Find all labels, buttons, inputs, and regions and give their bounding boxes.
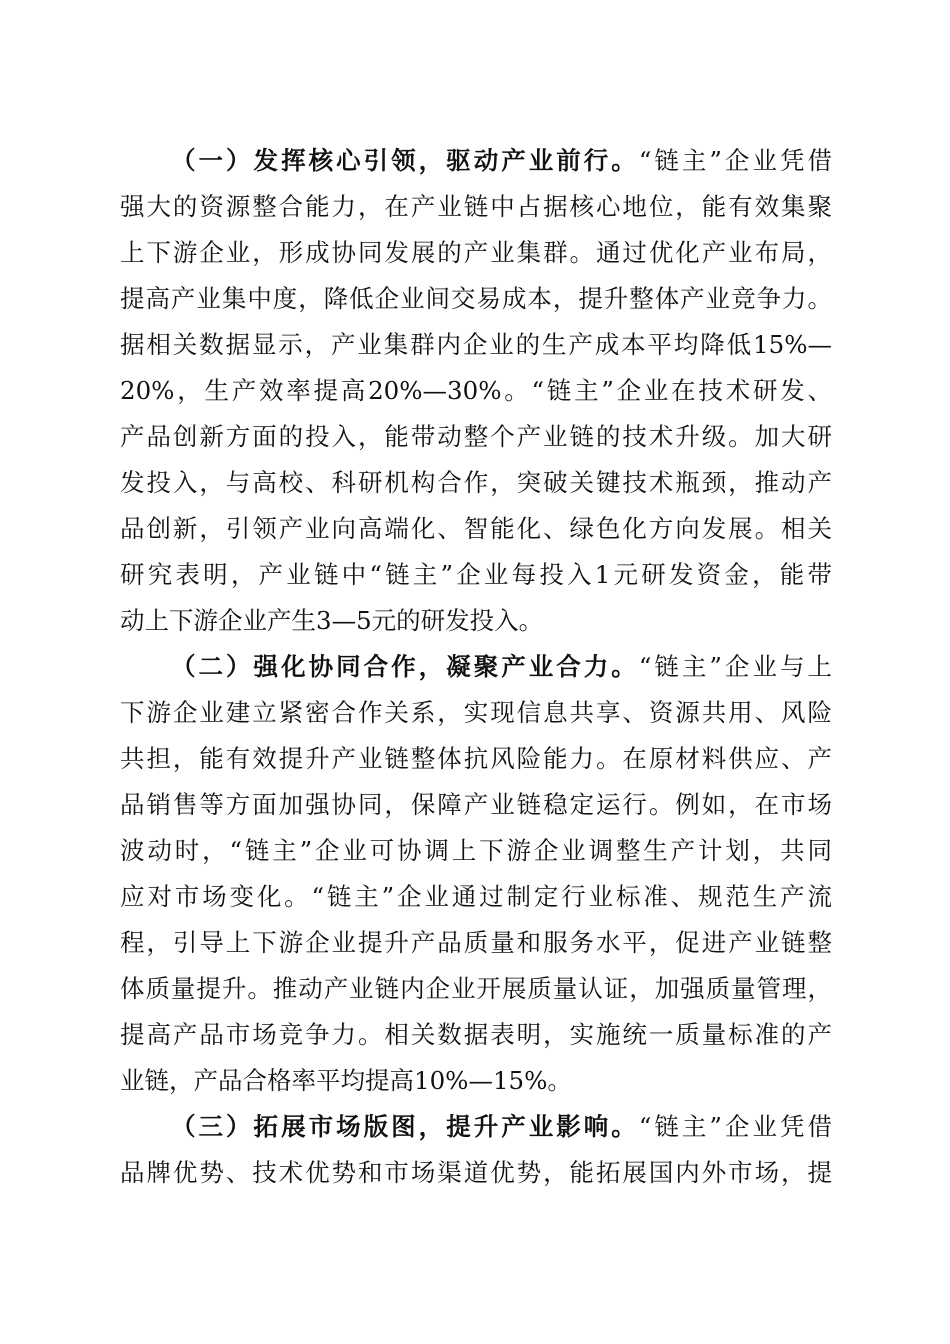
text-run: “链主”企业与上 [638,652,832,681]
paragraph-2-line-1 [171,644,832,690]
paragraph-1-line-4: 提高产业集中度，降低企业间交易成本，提升整体产业竞争力。 [120,284,832,313]
paragraph-1-line-8: 发投入，与高校、科研机构合作，突破关键技术瓶颈，推动产 [120,468,832,497]
paragraph-2-line-3: 共担，能有效提升产业链整体抗风险能力。在原材料供应、产 [120,744,832,773]
paragraph-1-line-2: 强大的资源整合能力，在产业链中占据核心地位，能有效集聚 [120,192,832,221]
paragraph-2-line-6: 应对市场变化。“链主”企业通过制定行业标准、规范生产流 [120,882,832,911]
paragraph-1-line-5: 据相关数据显示，产业集群内企业的生产成本平均降低15%— [120,330,832,359]
paragraph-1-line-10: 研究表明，产业链中“链主”企业每投入1元研发资金，能带 [120,560,832,589]
section-heading-3: （三）拓展市场版图，提升产业影响。 [171,1112,639,1141]
paragraph-2-line-4: 品销售等方面加强协同，保障产业链稳定运行。例如，在市场 [120,790,832,819]
section-heading-1: （一）发挥核心引领，驱动产业前行。 [171,146,639,175]
paragraph-1-line-7: 产品创新方面的投入，能带动整个产业链的技术升级。加大研 [120,422,832,451]
text-run: “链主”企业凭借 [638,146,832,175]
paragraph-2-line-2: 下游企业建立紧密合作关系，实现信息共享、资源共用、风险 [120,698,832,727]
paragraph-1-line-6: 20%，生产效率提高20%—30%。“链主”企业在技术研发、 [120,376,832,405]
paragraph-2-line-10: 业链，产品合格率平均提高10%—15%。 [120,1066,572,1095]
paragraph-3-line-1 [171,1104,832,1150]
paragraph-2-line-8: 体质量提升。推动产业链内企业开展质量认证，加强质量管理， [120,974,832,1003]
paragraph-1-line-11: 动上下游企业产生3—5元的研发投入。 [120,606,544,635]
paragraph-1-line-3: 上下游企业，形成协同发展的产业集群。通过优化产业布局， [120,238,832,267]
paragraph-2-line-5: 波动时，“链主”企业可协调上下游企业调整生产计划，共同 [120,836,832,865]
text-run: “链主”企业凭借 [638,1112,832,1141]
paragraph-2-line-9: 提高产品市场竞争力。相关数据表明，实施统一质量标准的产 [120,1020,832,1049]
paragraph-1-line-9: 品创新，引领产业向高端化、智能化、绿色化方向发展。相关 [120,514,832,543]
paragraph-1-line-1 [171,138,832,184]
section-heading-2: （二）强化协同合作，凝聚产业合力。 [171,652,639,681]
paragraph-2-line-7: 程，引导上下游企业提升产品质量和服务水平，促进产业链整 [120,928,832,957]
paragraph-3-line-2: 品牌优势、技术优势和市场渠道优势，能拓展国内外市场，提 [120,1158,832,1187]
